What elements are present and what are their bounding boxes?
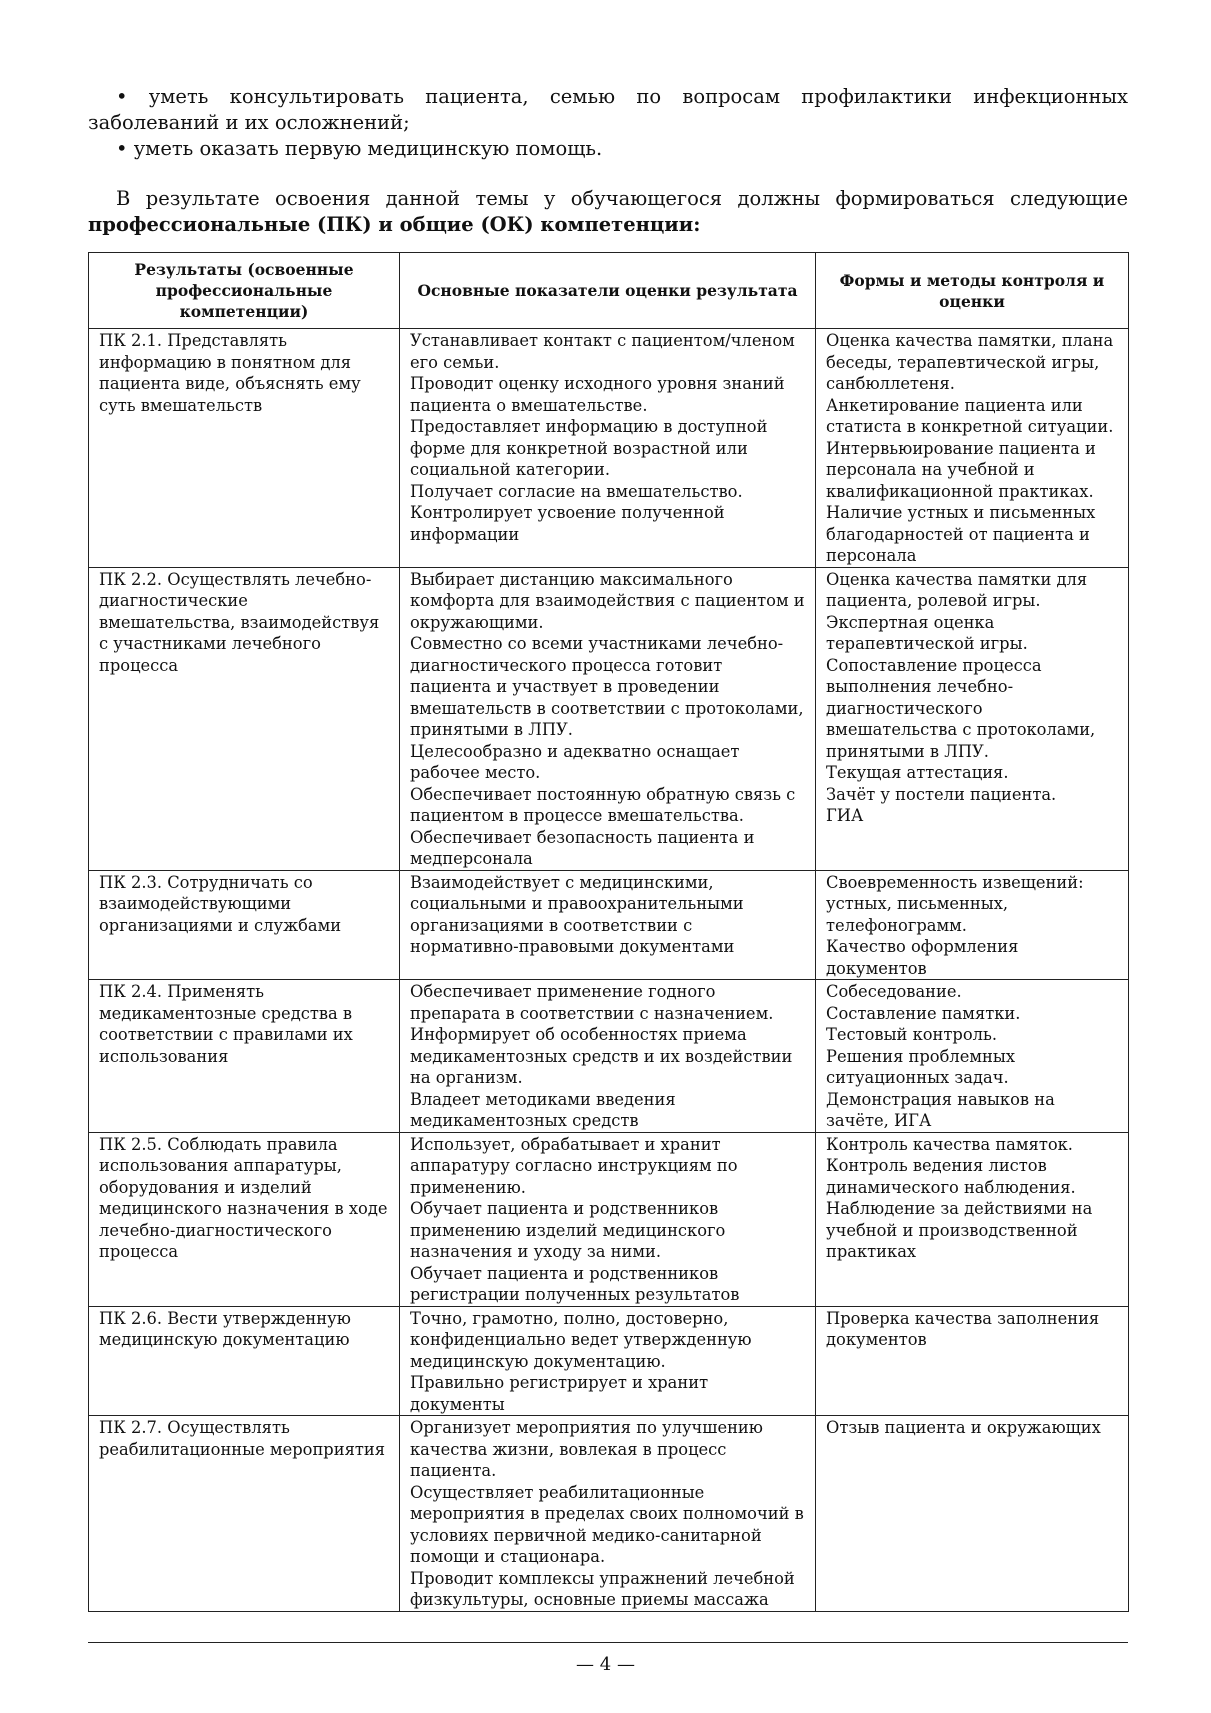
methods-cell xyxy=(816,1416,1129,1612)
table-row xyxy=(89,870,1129,980)
indicator-item: Использует, обрабатывает и хранит аппаратуру согласно инструкциям по применению. xyxy=(410,1134,738,1197)
methods-cell xyxy=(816,980,1129,1133)
method-item: Текущая аттестация. xyxy=(826,763,1009,782)
method-item: Тестовый контроль. xyxy=(826,1025,998,1044)
table-row xyxy=(89,1306,1129,1416)
method-item: Качество оформления документов xyxy=(826,937,1019,978)
method-item: ГИА xyxy=(826,806,864,825)
indicator-item: Информирует об особенностях приема медикаментозных средств и их воздействии на организм. xyxy=(410,1025,793,1087)
bullet-list xyxy=(88,84,1128,162)
methods-cell xyxy=(816,1306,1129,1416)
indicator-item: Осуществляет реабилитационные мероприятия в пределах своих полномочий в условиях первичной медико-санитарной помощи и стационара. xyxy=(410,1482,804,1566)
indicator-item: Целесообразно и адекватно оснащает рабочее место. xyxy=(410,741,740,782)
table-header-row xyxy=(89,253,1129,329)
indicator-item: Предоставляет информацию в доступной форме для конкретной возрастной или социальной категории. xyxy=(410,417,768,479)
method-item: Оценка качества памятки для пациента, ролевой игры. Экспертная оценка терапевтической игры. xyxy=(826,569,1088,653)
indicator-item: Обеспечивает безопасность пациента и медперсонала xyxy=(410,827,755,868)
method-item: Составление памятки. xyxy=(826,1003,1021,1023)
indicator-item: Обучает пациента и родственников регистрации полученных результатов xyxy=(410,1263,740,1304)
method-item: Отзыв пациента и окружающих xyxy=(826,1418,1101,1437)
indicators-cell xyxy=(400,1132,816,1306)
header-methods: Формы и методы контроля и оценки xyxy=(816,253,1129,329)
table-row xyxy=(89,1416,1129,1612)
header-results: Результаты (освоенные профессиональные компетенции) xyxy=(89,253,400,329)
intro-paragraph xyxy=(88,186,1128,238)
method-item: Контроль ведения листов динамического наблюдения. xyxy=(826,1156,1076,1197)
footer-rule xyxy=(88,1642,1128,1643)
result-cell: ПК 2.2. Осуществлять лечебно-диагностические вмешательства, взаимодействуя с участниками лечебного процесса xyxy=(89,567,400,870)
method-item: Зачёт у постели пациента. xyxy=(826,784,1057,804)
indicators-cell xyxy=(400,567,816,870)
methods-cell xyxy=(816,870,1129,980)
indicator-item: Совместно со всеми участниками лечебно-диагностического процесса готовит пациента и участвует в проведении вмешательств в соответствии с протоколами, принятыми в ЛПУ. xyxy=(410,634,804,739)
indicator-item: Точно, грамотно, полно, достоверно, конфиденциально ведет утвержденную медицинскую документацию. xyxy=(410,1308,752,1371)
page-number: — 4 — xyxy=(576,1654,635,1675)
bullet-item: • уметь консультировать пациента, семью по вопросам профилактики инфекционных заболеваний и их осложнений; xyxy=(88,85,1128,134)
methods-cell xyxy=(816,567,1129,870)
method-item: Собеседование. xyxy=(826,982,962,1001)
result-cell: ПК 2.5. Соблюдать правила использования аппаратуры, оборудования и изделий медицинского назначения в ходе лечебно-диагностического процесса xyxy=(89,1132,400,1306)
method-item: Своевременность извещений: устных, письменных, телефонограмм. xyxy=(826,872,1084,935)
indicators-cell xyxy=(400,329,816,568)
methods-cell xyxy=(816,1132,1129,1306)
table-row xyxy=(89,329,1129,568)
page-text xyxy=(88,84,1128,258)
result-cell: ПК 2.3. Сотрудничать со взаимодействующими организациями и службами xyxy=(89,870,400,980)
indicator-item: Обучает пациента и родственников применению изделий медицинского назначения и уходу за ними. xyxy=(410,1199,726,1261)
method-item: Решения проблемных ситуационных задач. xyxy=(826,1046,1016,1087)
indicator-item: Проводит оценку исходного уровня знаний пациента о вмешательстве. xyxy=(410,374,785,415)
method-item: Оценка качества памятки, плана беседы, терапевтической игры, санбюллетеня. xyxy=(826,331,1114,393)
indicator-item: Обеспечивает применение годного препарата в соответствии с назначением. xyxy=(410,982,774,1023)
indicator-item: Выбирает дистанцию максимального комфорта для взаимодействия с пациентом и окружающими. xyxy=(410,569,805,632)
method-item: Сопоставление процесса выполнения лечебно-диагностического вмешательства с протоколами, принятыми в ЛПУ. xyxy=(826,655,1096,761)
table-row xyxy=(89,1132,1129,1306)
indicator-item: Правильно регистрирует и хранит документы xyxy=(410,1373,709,1414)
method-item: Демонстрация навыков на зачёте, ИГА xyxy=(826,1089,1055,1130)
indicators-cell xyxy=(400,1416,816,1612)
competencies-table xyxy=(88,252,1129,1612)
result-cell: ПК 2.6. Вести утвержденную медицинскую документацию xyxy=(89,1306,400,1416)
methods-cell xyxy=(816,329,1129,568)
intro-text: В результате освоения данной темы у обучающегося должны формироваться следующие xyxy=(116,187,1128,210)
method-item: Интервьюирование пациента и персонала на учебной и квалификационной практиках. xyxy=(826,438,1096,501)
indicators-cell xyxy=(400,980,816,1133)
indicators-cell xyxy=(400,1306,816,1416)
indicator-item: Получает согласие на вмешательство. xyxy=(410,481,743,501)
indicator-item: Обеспечивает постоянную обратную связь с пациентом в процессе вмешательства. xyxy=(410,784,796,825)
indicator-item: Устанавливает контакт с пациентом/членом его семьи. xyxy=(410,331,795,372)
indicator-item: Организует мероприятия по улучшению качества жизни, вовлекая в процесс пациента. xyxy=(410,1418,763,1480)
intro-bold: профессиональные (ПК) и общие (ОК) компетенции: xyxy=(88,213,701,236)
method-item: Проверка качества заполнения документов xyxy=(826,1308,1100,1349)
result-cell: ПК 2.7. Осуществлять реабилитационные мероприятия xyxy=(89,1416,400,1612)
table-row xyxy=(89,980,1129,1133)
method-item: Анкетирование пациента или статиста в конкретной ситуации. xyxy=(826,395,1114,436)
indicators-cell xyxy=(400,870,816,980)
method-item: Контроль качества памяток. xyxy=(826,1134,1073,1154)
method-item: Наличие устных и письменных благодарностей от пациента и персонала xyxy=(826,503,1096,565)
bullet-item: • уметь оказать первую медицинскую помощь. xyxy=(116,137,603,160)
indicator-item: Контролирует усвоение полученной информации xyxy=(410,503,725,544)
result-cell: ПК 2.1. Представлять информацию в понятном для пациента виде, объяснять ему суть вмешательств xyxy=(89,329,400,568)
indicator-item: Взаимодействует с медицинскими, социальными и правоохранительными организациями в соответствии с нормативно-правовыми документами xyxy=(410,872,744,956)
table-row xyxy=(89,567,1129,870)
method-item: Наблюдение за действиями на учебной и производственной практиках xyxy=(826,1199,1093,1261)
indicator-item: Владеет методиками введения медикаментозных средств xyxy=(410,1089,676,1130)
header-indicators: Основные показатели оценки результата xyxy=(400,253,816,329)
indicator-item: Проводит комплексы упражнений лечебной физкультуры, основные приемы массажа xyxy=(410,1568,795,1609)
table-body xyxy=(89,329,1129,1612)
result-cell: ПК 2.4. Применять медикаментозные средства в соответствии с правилами их использования xyxy=(89,980,400,1133)
